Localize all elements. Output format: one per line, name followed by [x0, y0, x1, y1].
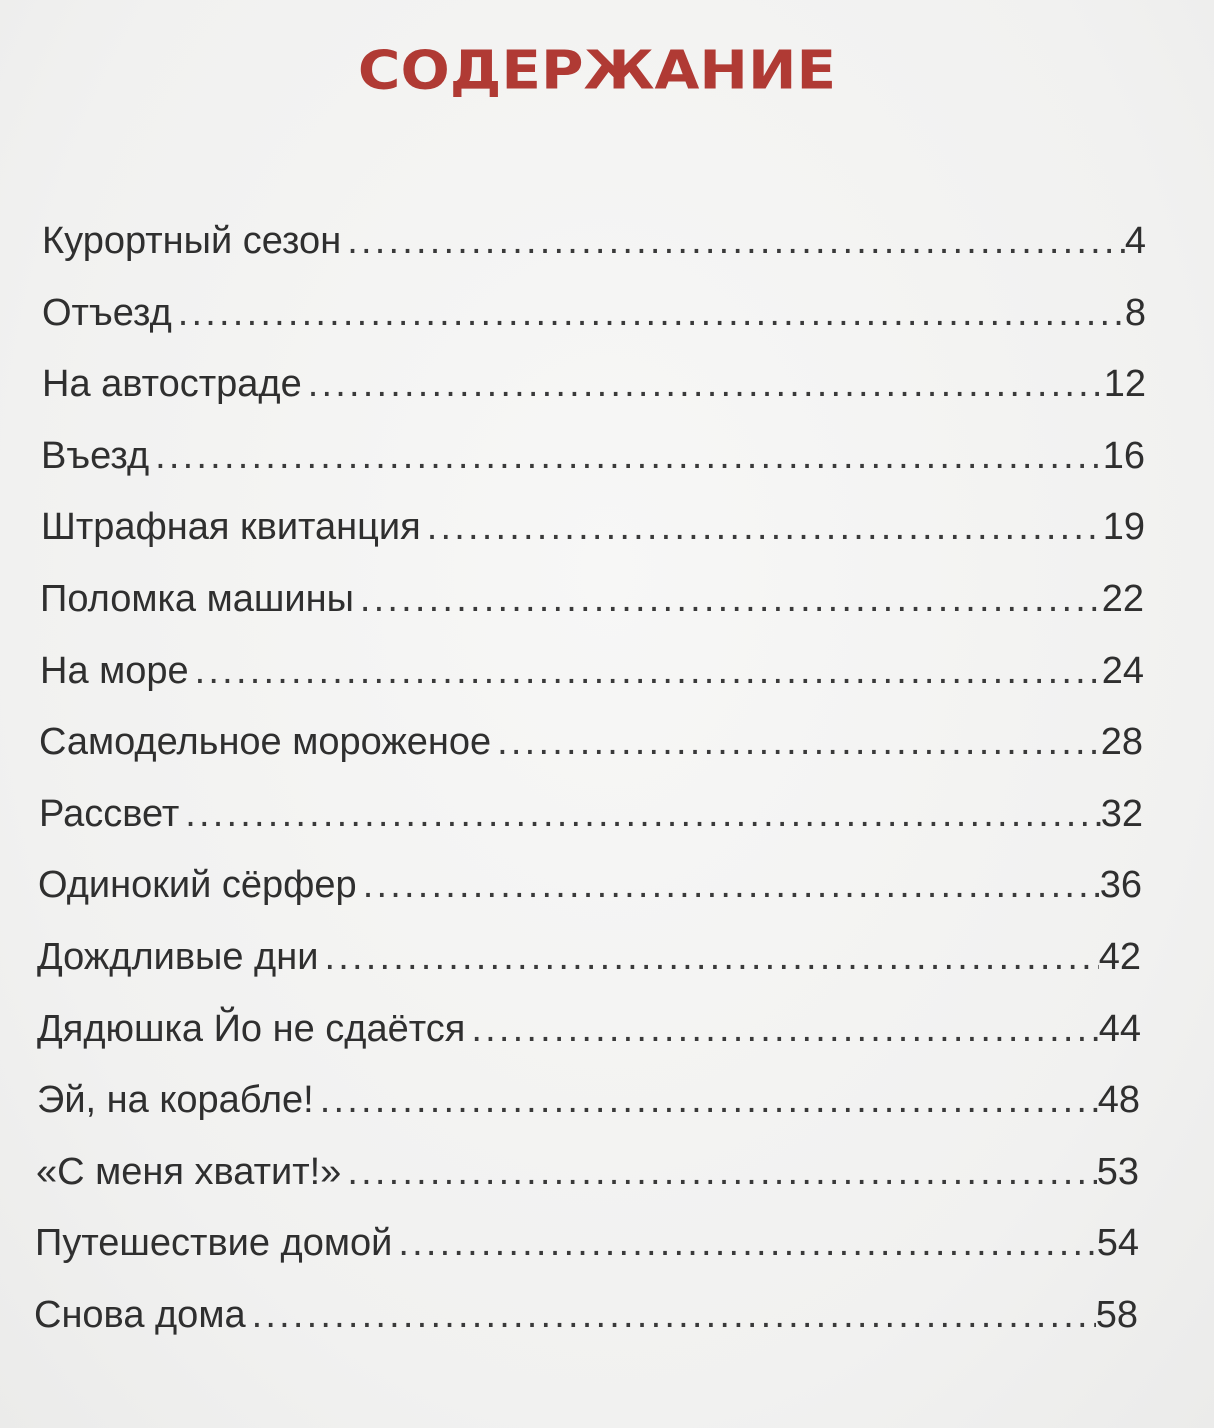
- toc-entry-title: Курортный сезон: [42, 220, 342, 262]
- table-of-contents: [0, 206, 1214, 1352]
- toc-entry-title: Эй, на корабле!: [37, 1079, 314, 1122]
- toc-entry-page: 22: [1101, 577, 1144, 620]
- toc-entry-title: Одинокий сёрфер: [38, 864, 357, 907]
- toc-leader-dots: [185, 779, 1100, 851]
- toc-entry-title: На автостраде: [42, 363, 302, 406]
- toc-entry-page: 24: [1101, 649, 1144, 692]
- toc-leader-dots: [471, 994, 1098, 1066]
- toc-entry-page: 44: [1098, 1007, 1141, 1050]
- toc-leader-dots: [427, 492, 1103, 564]
- toc-leader-dots: [347, 206, 1125, 278]
- toc-entry-page: 16: [1102, 434, 1145, 477]
- toc-entry: [0, 206, 1214, 278]
- toc-entry-title: Поломка машины: [40, 577, 354, 620]
- toc-entry-title: Отъезд: [42, 291, 172, 334]
- toc-entry-page: 8: [1124, 291, 1146, 334]
- toc-entry-title: Дядюшка Йо не сдаётся: [37, 1007, 466, 1050]
- toc-entry: [0, 850, 1214, 922]
- toc-entry-title: На море: [40, 649, 189, 692]
- toc-entry: [0, 564, 1214, 636]
- toc-entry-page: 58: [1095, 1293, 1138, 1336]
- toc-leader-dots: [347, 1137, 1096, 1209]
- toc-leader-dots: [178, 278, 1125, 350]
- toc-leader-dots: [497, 707, 1101, 779]
- toc-entry-title: «С меня хватит!»: [36, 1150, 342, 1193]
- toc-entry: [0, 779, 1214, 851]
- toc-entry-page: 4: [1124, 220, 1146, 262]
- toc-entry-title: Снова дома: [34, 1293, 246, 1336]
- toc-leader-dots: [155, 421, 1103, 493]
- toc-entry-page: 32: [1100, 792, 1143, 835]
- toc-leader-dots: [308, 349, 1104, 421]
- toc-entry: [0, 1137, 1214, 1209]
- toc-entry-page: 48: [1097, 1079, 1140, 1122]
- toc-leader-dots: [252, 1280, 1096, 1352]
- toc-entry: [0, 707, 1214, 779]
- toc-entry-page: 42: [1098, 935, 1141, 978]
- toc-entry-page: 36: [1099, 864, 1142, 907]
- page-title: СОДЕРЖАНИЕ: [357, 38, 837, 102]
- toc-entry: [0, 278, 1214, 350]
- toc-entry-page: 53: [1096, 1150, 1139, 1193]
- toc-entry: [0, 421, 1214, 493]
- toc-leader-dots: [363, 850, 1100, 922]
- toc-entry-title: Дождливые дни: [37, 935, 319, 978]
- toc-entry-title: Путешествие домой: [35, 1222, 393, 1265]
- toc-entry-page: 12: [1103, 363, 1146, 406]
- toc-entry: [0, 1065, 1214, 1137]
- toc-entry-page: 19: [1102, 506, 1145, 549]
- toc-entry: [0, 922, 1214, 994]
- toc-leader-dots: [360, 564, 1102, 636]
- toc-entry: [0, 1280, 1214, 1352]
- toc-entry-page: 28: [1100, 721, 1143, 764]
- toc-entry: [0, 349, 1214, 421]
- toc-leader-dots: [398, 1208, 1096, 1280]
- toc-entry-title: Самодельное мороженое: [39, 721, 492, 764]
- toc-entry-page: 54: [1096, 1222, 1139, 1265]
- toc-entry: [0, 994, 1214, 1066]
- toc-entry: [0, 636, 1214, 708]
- toc-leader-dots: [320, 1065, 1098, 1137]
- toc-leader-dots: [195, 636, 1102, 708]
- toc-entry-title: Штрафная квитанция: [41, 506, 421, 549]
- toc-entry-title: Въезд: [41, 434, 150, 477]
- toc-entry-title: Рассвет: [39, 792, 180, 835]
- toc-leader-dots: [324, 922, 1098, 994]
- toc-entry: [0, 492, 1214, 564]
- toc-entry: [0, 1208, 1214, 1280]
